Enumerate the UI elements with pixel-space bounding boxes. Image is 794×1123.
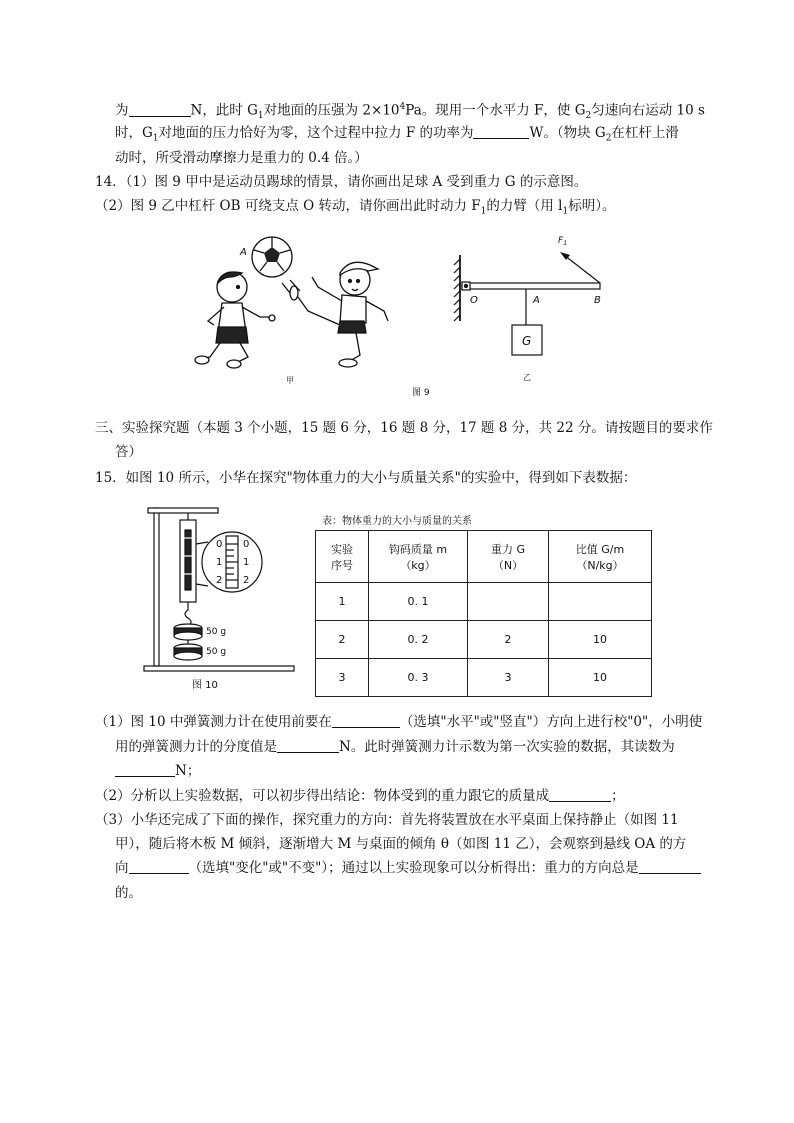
section-3-heading-cont: 答）: [115, 444, 142, 460]
mass-label-2: 50 g: [206, 647, 227, 657]
answer-blank[interactable]: [115, 762, 175, 777]
table-header-row: [316, 531, 652, 583]
figure-10: [140, 500, 300, 695]
header-ratio: 比值 G/m （N/kg）: [549, 531, 652, 583]
label-b: B: [594, 295, 601, 306]
label-a: A: [533, 295, 540, 306]
scale-label-2-right: 2: [243, 575, 250, 586]
q15-part3-line1: （3）小华还完成了下面的操作，探究重力的方向：首先将装置放在水平桌面上保持静止（如图 11: [95, 812, 679, 828]
q15-part3-line2: 甲），随后将木板 M 倾斜，逐渐增大 M 与桌面的倾角 θ（如图 11 乙），会观察到悬线 OA 的方: [115, 836, 687, 852]
q15-part2: （2）分析以上实验数据，可以初步得出结论：物体受到的重力跟它的质量成 ；: [95, 788, 625, 804]
answer-blank[interactable]: [332, 713, 400, 728]
table-row: [316, 659, 652, 697]
header-trial: 实验 序号: [316, 531, 369, 583]
answer-blank[interactable]: [473, 124, 529, 139]
stand-base: [144, 666, 294, 671]
table-cell: 10: [549, 659, 652, 697]
label-g: G: [522, 334, 532, 348]
section-3-heading: 三、实验探究题（本题 3 个小题，15 题 6 分，16 题 8 分，17 题 8 分，共 22 分。请按题目的要求作: [95, 420, 713, 436]
stand-pole: [154, 508, 159, 666]
table-row: [316, 621, 652, 659]
data-table: [315, 530, 652, 697]
figure-9: [190, 225, 630, 400]
table-cell: 2: [316, 621, 369, 659]
scale-label-0-right: 0: [243, 539, 250, 550]
table-cell: 0. 1: [369, 583, 468, 621]
scale-label-1: 1: [216, 557, 223, 568]
q14-part1: 14．（1）图 9 甲中是运动员踢球的情景，请你画出足球 A 受到重力 G 的示意图。: [95, 174, 588, 190]
q15-part1-line2: 用的弹簧测力计的分度值是 N。此时弹簧测力计示数为第一次实验的数据，其读数为: [115, 739, 675, 755]
q15-part3-line3: 向 （选填"变化"或"不变"）；通过以上实验现象可以分析得出：重力的方向总是: [115, 858, 701, 878]
scale-label-1-right: 1: [243, 557, 250, 568]
q15-part1-line3: N；: [115, 761, 200, 781]
label-ball-a: A: [240, 247, 247, 258]
table-cell: 3: [468, 659, 549, 697]
table-row: [316, 583, 652, 621]
lever-bar: [462, 283, 600, 289]
label-jia: 甲: [286, 376, 294, 385]
header-gravity: 重力 G （N）: [468, 531, 549, 583]
table-cell: 0. 2: [369, 621, 468, 659]
answer-blank[interactable]: [129, 102, 191, 117]
table-cell: 1: [316, 583, 369, 621]
answer-blank[interactable]: [129, 859, 189, 874]
figure-9-caption: 图 9: [412, 388, 430, 398]
answer-blank[interactable]: [277, 738, 339, 753]
table-cell[interactable]: [468, 583, 549, 621]
table-cell: 3: [316, 659, 369, 697]
q14-part2: （2）图 9 乙中杠杆 OB 可绕支点 O 转动，请你画出此时动力 $F_1$的力臂（用 $l_1$标明）。: [95, 198, 616, 217]
f1-line: [564, 255, 600, 283]
table-cell: 0. 3: [369, 659, 468, 697]
table-caption: 表：物体重力的大小与质量的关系: [322, 516, 472, 527]
q15-part1-line1: （1）图 10 中弹簧测力计在使用前要在 （选填"水平"或"竖直"）方向上进行校"0"，小明使: [95, 714, 703, 730]
q15-intro: 15．如图 10 所示，小华在探究"物体重力的大小与质量关系"的实验中，得到如下表数据：: [95, 470, 637, 486]
q15-part3-line4: 的。: [115, 885, 142, 901]
table-cell[interactable]: [549, 583, 652, 621]
q13-line-2: 时，$G_1$对地面的压力恰好为零，这个过程中拉力 F 的功率为 W。（物块 $G_2$在杠杆上滑: [115, 125, 679, 144]
q13-line-3: 动时，所受滑动摩擦力是重力的 0.4 倍。）: [115, 150, 368, 166]
label-o: O: [470, 295, 478, 306]
label-yi: 乙: [523, 373, 531, 382]
mass-label-1: 50 g: [206, 627, 227, 637]
q13-line-1: 为 N，此时 $G_1$对地面的压强为 $2\times 10^4Pa$。现用一个水平力 F，使 $G_2$匀速向右运动 10 s: [115, 102, 705, 122]
header-mass: 钩码质量 m （kg）: [369, 531, 468, 583]
stand-arm: [148, 508, 218, 513]
table-cell: 2: [468, 621, 549, 659]
scale-label-2: 2: [216, 575, 223, 586]
label-f1: $F_1$: [558, 236, 568, 247]
scale-label-0: 0: [216, 539, 223, 550]
answer-blank[interactable]: [639, 859, 701, 874]
figure-10-caption: 图 10: [192, 680, 218, 691]
answer-blank[interactable]: [549, 787, 611, 802]
soccer-scene: [195, 237, 388, 368]
table-cell: 10: [549, 621, 652, 659]
